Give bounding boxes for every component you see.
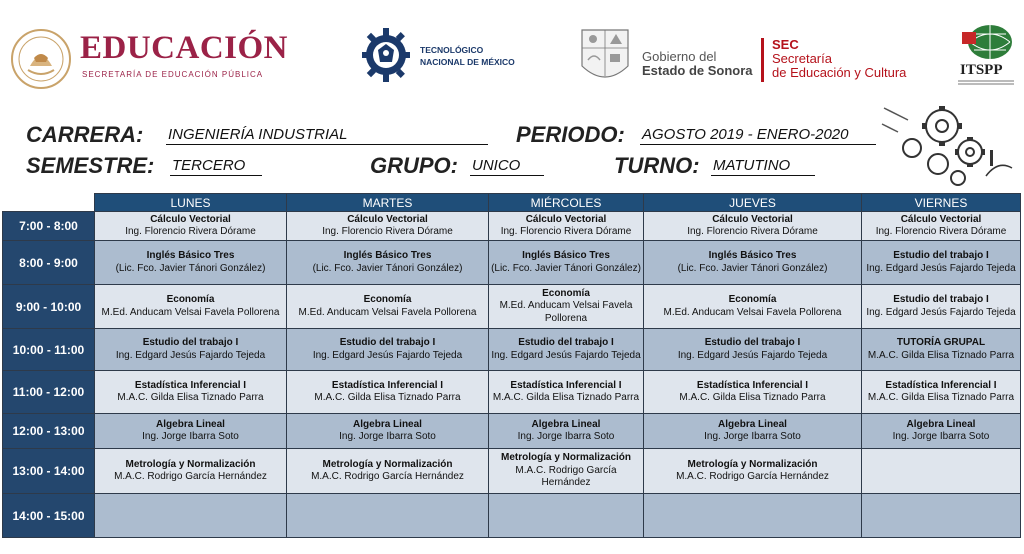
subject-name: Economía	[728, 294, 777, 305]
time-slot: 10:00 - 11:00	[3, 329, 95, 371]
day-header-tuesday: MARTES	[287, 194, 489, 212]
educacion-title: EDUCACIÓN	[80, 30, 289, 66]
subject-name: Estadística Inferencial I	[885, 379, 997, 391]
teacher-name: M.A.C. Gilda Elisa Tiznado Parra	[492, 392, 640, 403]
teacher-name: M.Ed. Anducam Velsai Favela Pollorena	[298, 306, 477, 318]
schedule-row	[3, 414, 1021, 449]
teacher-name: M.A.C. Rodrigo García Hernández	[676, 471, 829, 482]
time-slot: 7:00 - 8:00	[3, 212, 95, 241]
schedule-body	[3, 212, 1021, 538]
schedule-table	[2, 193, 1021, 538]
class-cell	[862, 494, 1021, 538]
subject-name: Metrología y Normalización	[500, 452, 632, 464]
teacher-name: Ing. Edgard Jesús Fajardo Tejeda	[677, 349, 828, 361]
class-cell	[489, 371, 644, 414]
class-cell	[644, 285, 862, 329]
subject-name: Algebra Lineal	[718, 418, 787, 430]
class-cell	[95, 494, 287, 538]
class-cell	[95, 285, 287, 329]
teacher-name: Ing. Edgard Jesús Fajardo Tejeda	[491, 349, 641, 361]
subject-name: Cálculo Vectorial	[347, 213, 428, 225]
teacher-name: M.A.C. Rodrigo García Hernández	[114, 471, 267, 482]
teacher-name: M.A.C. Rodrigo García Hernández	[311, 471, 464, 482]
class-cell	[95, 449, 287, 494]
schedule-row	[3, 212, 1021, 241]
turno-value: MATUTINO	[711, 157, 815, 176]
class-cell	[644, 371, 862, 414]
subject-name: Metrología y Normalización	[687, 458, 818, 470]
class-cell	[862, 414, 1021, 449]
teacher-name: Ing. Edgard Jesús Fajardo Tejeda	[312, 349, 463, 361]
class-cell	[644, 329, 862, 371]
class-cell	[862, 449, 1021, 494]
time-slot: 11:00 - 12:00	[3, 371, 95, 414]
day-header-monday: LUNES	[95, 194, 287, 212]
subject-name: Estudio del trabajo I	[704, 337, 801, 348]
class-cell	[95, 414, 287, 449]
sonora-seal-icon	[578, 26, 632, 90]
schedule-header-row	[3, 194, 1021, 212]
class-cell	[287, 212, 489, 241]
class-cell	[862, 212, 1021, 241]
teacher-name: M.Ed. Anducam Velsai Favela Pollorena	[101, 306, 280, 318]
periodo-value: AGOSTO 2019 - ENERO-2020	[640, 126, 876, 145]
day-header-friday: VIERNES	[862, 194, 1021, 212]
semestre-label: SEMESTRE:	[26, 153, 155, 178]
class-cell	[95, 371, 287, 414]
day-header-thursday: JUEVES	[644, 194, 862, 212]
teacher-name: M.A.C. Gilda Elisa Tiznado Parra	[117, 392, 264, 403]
day-header-wednesday: MIÉRCOLES	[489, 194, 644, 212]
subject-name: Economía	[542, 287, 590, 299]
schedule-row	[3, 241, 1021, 285]
class-cell	[644, 449, 862, 494]
subject-name: Inglés Básico Tres	[343, 250, 432, 261]
class-cell	[862, 285, 1021, 329]
tecnm-line-2: NACIONAL DE MÉXICO	[420, 57, 515, 67]
subject-name: Estadística Inferencial I	[134, 379, 247, 391]
class-cell	[287, 329, 489, 371]
teacher-name: Ing. Edgard Jesús Fajardo Tejeda	[866, 306, 1016, 318]
periodo-label: PERIODO:	[516, 122, 625, 147]
time-slot: 13:00 - 14:00	[3, 449, 95, 494]
teacher-name: Ing. Florencio Rivera Dórame	[875, 226, 1007, 237]
tecnm-line-1: TECNOLÓGICO	[420, 45, 484, 55]
class-cell	[489, 414, 644, 449]
semestre-value: TERCERO	[170, 157, 262, 176]
educacion-subtitle: SECRETARÍA DE EDUCACIÓN PÚBLICA	[82, 70, 264, 79]
teacher-name: Ing. Jorge Ibarra Soto	[704, 431, 801, 442]
class-cell	[644, 414, 862, 449]
itspp-globe-icon	[960, 22, 1014, 62]
class-cell	[489, 285, 644, 329]
subject-name: Metrología y Normalización	[322, 458, 453, 470]
schedule-row	[3, 285, 1021, 329]
sec-line-3: de Educación y Cultura	[772, 65, 907, 80]
class-cell	[95, 212, 287, 241]
subject-name: Cálculo Vectorial	[525, 213, 607, 225]
class-cell	[95, 241, 287, 285]
subject-name: Inglés Básico Tres	[146, 250, 235, 261]
teacher-name: Ing. Florencio Rivera Dórame	[687, 226, 818, 237]
subject-name: Estudio del trabajo I	[518, 337, 614, 348]
carrera-value: INGENIERÍA INDUSTRIAL	[166, 126, 488, 145]
tecnm-logo-text	[420, 44, 515, 68]
teacher-name: M.A.C. Gilda Elisa Tiznado Parra	[314, 392, 461, 403]
teacher-name: Ing. Edgard Jesús Fajardo Tejeda	[115, 349, 266, 361]
grupo-label: GRUPO:	[370, 153, 458, 178]
class-cell	[287, 241, 489, 285]
teacher-name: Ing. Jorge Ibarra Soto	[339, 431, 436, 442]
subject-name: Algebra Lineal	[906, 418, 976, 430]
teacher-name: Ing. Florencio Rivera Dórame	[500, 226, 632, 237]
subject-name: Estadística Inferencial I	[696, 379, 809, 391]
class-cell	[95, 329, 287, 371]
subject-name: Economía	[166, 294, 215, 305]
class-cell	[862, 241, 1021, 285]
teacher-name: M.Ed. Anducam Velsai Favela Pollorena	[499, 300, 633, 324]
time-slot: 12:00 - 13:00	[3, 414, 95, 449]
subject-name: Estudio del trabajo I	[339, 337, 436, 348]
class-cell	[287, 371, 489, 414]
tecnm-gear-icon	[360, 24, 412, 86]
class-cell	[287, 449, 489, 494]
subject-name: Algebra Lineal	[156, 418, 225, 430]
teacher-name: Ing. Jorge Ibarra Soto	[517, 431, 615, 442]
teacher-name: M.A.C. Gilda Elisa Tiznado Parra	[867, 392, 1015, 403]
teacher-name: M.A.C. Gilda Elisa Tiznado Parra	[867, 349, 1015, 361]
sec-line-1: SEC	[772, 37, 799, 52]
subject-name: Algebra Lineal	[531, 418, 601, 430]
subject-name: Algebra Lineal	[353, 418, 422, 430]
subject-name: TUTORÍA GRUPAL	[896, 337, 986, 348]
class-cell	[644, 494, 862, 538]
teacher-name: (Lic. Fco. Javier Tánori González)	[312, 262, 463, 274]
time-slot: 14:00 - 15:00	[3, 494, 95, 538]
schedule-row	[3, 371, 1021, 414]
subject-name: Economía	[363, 294, 412, 305]
class-cell	[489, 329, 644, 371]
sec-label	[772, 38, 906, 80]
teacher-name: Ing. Florencio Rivera Dórame	[125, 226, 256, 237]
time-slot: 8:00 - 9:00	[3, 241, 95, 285]
subject-name: Estudio del trabajo I	[893, 250, 989, 261]
corner-cell	[3, 194, 95, 212]
schedule-row	[3, 449, 1021, 494]
subject-name: Cálculo Vectorial	[150, 213, 231, 225]
carrera-label: CARRERA:	[26, 122, 144, 147]
teacher-name: (Lic. Fco. Javier Tánori González)	[115, 262, 266, 274]
schedule-row	[3, 329, 1021, 371]
class-cell	[489, 241, 644, 285]
schedule-row	[3, 494, 1021, 538]
class-cell	[644, 241, 862, 285]
class-cell	[862, 371, 1021, 414]
class-cell	[287, 414, 489, 449]
teacher-name: M.Ed. Anducam Velsai Favela Pollorena	[663, 306, 842, 318]
subject-name: Inglés Básico Tres	[522, 250, 610, 261]
subject-name: Metrología y Normalización	[125, 458, 256, 470]
class-cell	[287, 285, 489, 329]
mexico-seal-icon	[10, 28, 72, 90]
class-cell	[489, 212, 644, 241]
class-cell	[489, 494, 644, 538]
teacher-name: (Lic. Fco. Javier Tánori González)	[677, 262, 828, 274]
time-slot: 9:00 - 10:00	[3, 285, 95, 329]
subject-name: Cálculo Vectorial	[900, 213, 982, 225]
subject-name: Estadística Inferencial I	[331, 379, 444, 391]
teacher-name: (Lic. Fco. Javier Tánori González)	[491, 262, 641, 274]
class-cell	[644, 212, 862, 241]
teacher-name: M.A.C. Gilda Elisa Tiznado Parra	[679, 392, 826, 403]
class-cell	[862, 329, 1021, 371]
teacher-name: Ing. Jorge Ibarra Soto	[892, 431, 990, 442]
subject-name: Cálculo Vectorial	[712, 213, 793, 225]
teacher-name: Ing. Florencio Rivera Dórame	[322, 226, 453, 237]
teacher-name: Ing. Jorge Ibarra Soto	[142, 431, 239, 442]
subject-name: Estadística Inferencial I	[510, 379, 622, 391]
subject-name: Estudio del trabajo I	[893, 294, 989, 305]
teacher-name: Ing. Edgard Jesús Fajardo Tejeda	[866, 262, 1016, 274]
subject-name: Inglés Básico Tres	[708, 250, 797, 261]
itspp-name: ITSPP	[960, 62, 1003, 78]
grupo-value: UNICO	[470, 157, 544, 176]
industrial-gears-icon	[878, 102, 1018, 190]
sec-divider	[761, 38, 764, 82]
sonora-gob-line-2: Estado de Sonora	[642, 63, 753, 78]
class-cell	[489, 449, 644, 494]
turno-label: TURNO:	[614, 153, 700, 178]
sec-line-2: Secretaría	[772, 51, 832, 66]
sonora-government-label	[642, 50, 753, 78]
teacher-name: M.A.C. Rodrigo García Hernández	[515, 464, 617, 489]
class-cell	[287, 494, 489, 538]
itspp-fine-print	[958, 79, 1016, 86]
sonora-gob-line-1: Gobierno del	[642, 49, 717, 64]
subject-name: Estudio del trabajo I	[142, 337, 239, 348]
